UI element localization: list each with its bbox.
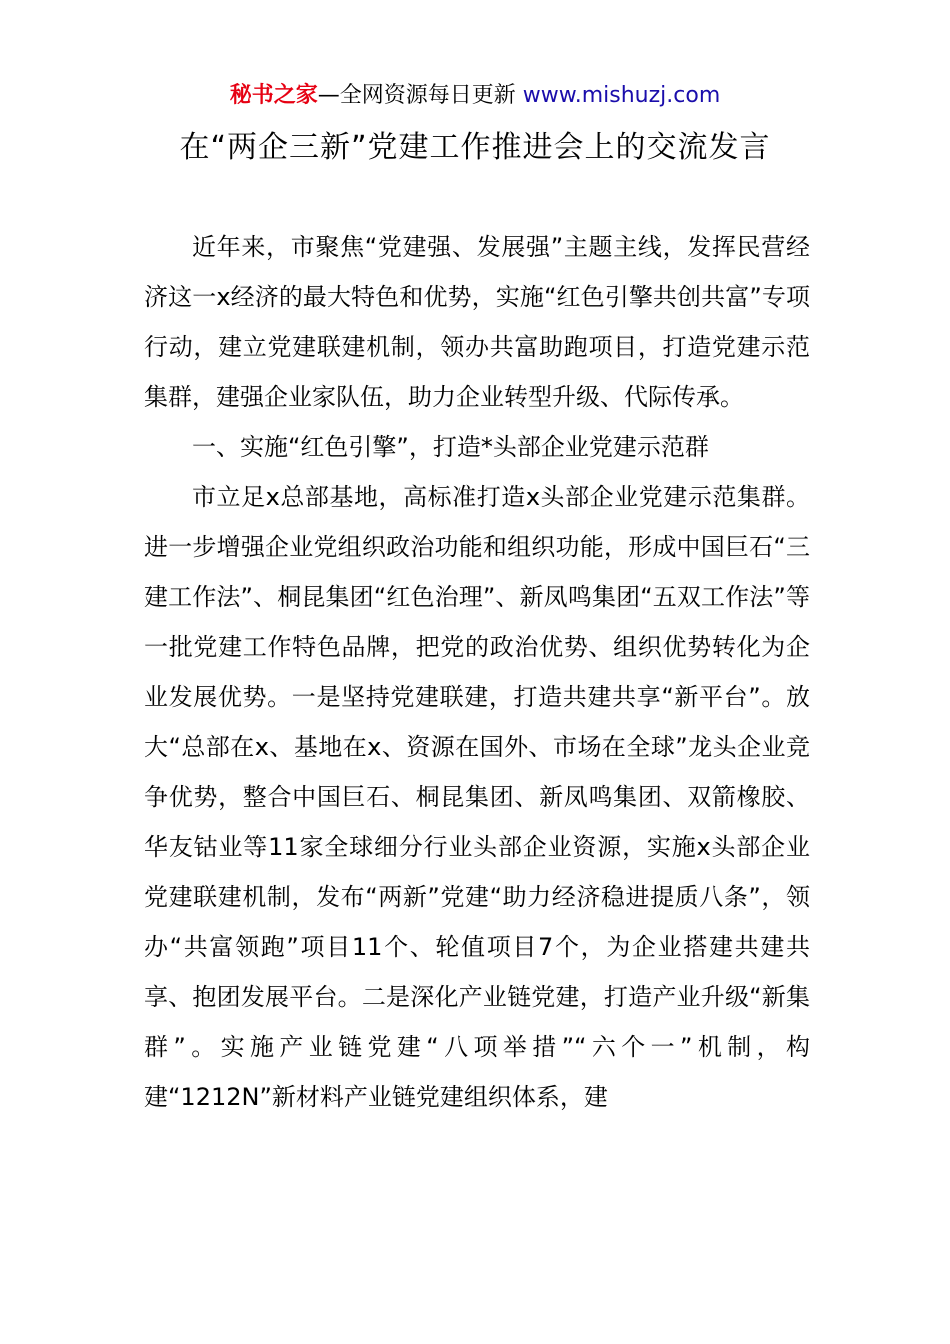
section-heading-1: 一、实施“红色引擎”，打造*头部企业党建示范群 — [192, 433, 709, 461]
paragraph-intro: 近年来，市聚焦“党建强、发展强”主题主线，发挥民营经济这一x经济的最大特色和优势，实施“红色引擎共创共富”专项行动，建立党建联建机制，领办共富助跑项目，打造党建示范集群，建强企业家队伍，助力企业转型升级、代际传承。 — [144, 233, 810, 411]
site-brand: 秘书之家 — [229, 83, 318, 108]
document-body — [144, 222, 810, 1122]
document-title: 在“两企三新”党建工作推进会上的交流发言 — [179, 130, 771, 165]
site-header — [0, 80, 950, 112]
site-url-link[interactable]: www.mishuzj.com — [522, 83, 721, 108]
paragraph-section-1: 市立足x总部基地，高标准打造x头部企业党建示范集群。进一步增强企业党组织政治功能和组织功能，形成中国巨石“三建工作法”、桐昆集团“红色治理”、新凤鸣集团“五双工作法”等一批党建工作特色品牌，把党的政治优势、组织优势转化为企业发展优势。一是坚持党建联建，打造共建共享“新平台”。放大“总部在x、基地在x、资源在国外、市场在全球”龙头企业竞争优势，整合中国巨石、桐昆集团、新凤鸣集团、双箭橡胶、华友钴业等11家全球细分行业头部企业资源，实施x头部企业党建联建机制，发布“两新”党建“助力经济稳进提质八条”，领办“共富领跑”项目11个、轮值项目7个，为企业搭建共建共享、抱团发展平台。二是深化产业链党建，打造产业升级“新集群”。实施产业链党建“八项举措”“六个一”机制，构建“1212N”新材料产业链党建组织体系，建 — [144, 483, 810, 1111]
site-tagline: —全网资源每日更新 — [317, 83, 523, 108]
